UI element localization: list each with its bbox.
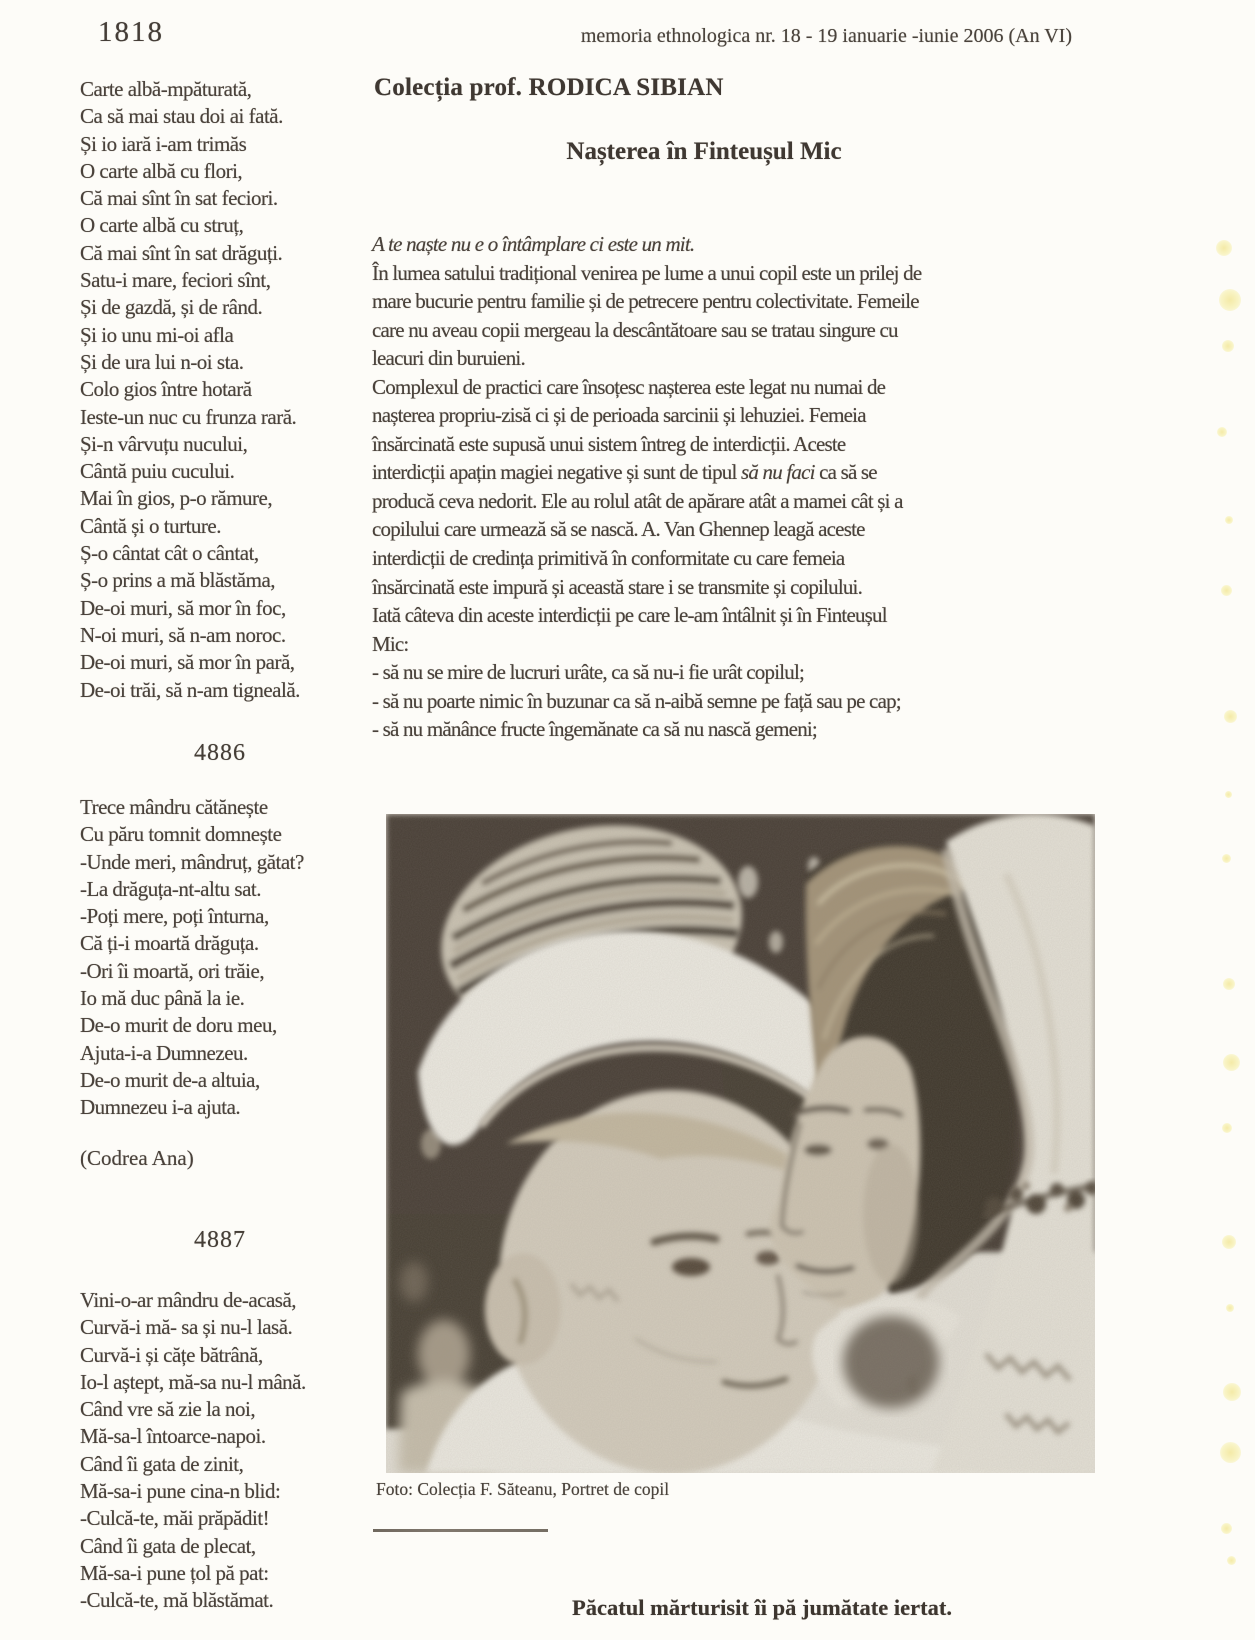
poem-line: Și de gazdă, și de rând. (80, 295, 263, 320)
poem-line: De-o murit de doru meu, (80, 1013, 277, 1038)
poem-number-4886: 4886 (194, 740, 246, 766)
poem-line: Cântă puiu cucului. (80, 459, 235, 484)
poem-line: Ieste-un nuc cu frunza rară. (80, 404, 297, 429)
scan-stain (1227, 1556, 1236, 1565)
poem-line: Că mai sînt în sat drăguți. (80, 240, 283, 265)
poem-line: Io mă duc până la ie. (80, 986, 245, 1011)
poem-line: -La drăguța-nt-altu sat. (80, 876, 261, 901)
photo-grain (386, 814, 1095, 1473)
article-text-line: - să nu mănânce fructe îngemănate ca să nu nască gemeni; (372, 717, 817, 742)
poem-line: Curvă-i mă- sa și nu-l lasă. (80, 1315, 293, 1340)
poem-line: Că ți-i moartă drăguța. (80, 931, 259, 956)
poem-line: Colo gios între hotară (80, 377, 252, 402)
poem-line: Și io unu mi-oi afla (80, 322, 234, 347)
poem-number-4887: 4887 (194, 1227, 246, 1253)
article-text-line: producă ceva nedorit. Ele au rolul atât de apărare atât a mamei cât și a (372, 488, 903, 513)
scan-stain (1221, 1523, 1232, 1534)
scan-stain (1222, 1123, 1232, 1133)
article-text-line: - să nu se mire de lucruri urâte, ca să nu-i fie urât copilul; (372, 660, 805, 685)
scan-stain (1222, 1235, 1236, 1249)
poem-line: Ajuta-i-a Dumnezeu. (80, 1040, 248, 1065)
poem-line: Când vre să zie la noi, (80, 1397, 256, 1422)
portrait-photo (386, 814, 1095, 1473)
scan-stain (1226, 1304, 1234, 1312)
article-text-line: În lumea satului tradițional venirea pe lume a unui copil este un prilej de (372, 260, 922, 285)
poem-line: Ș-o cântat cât o cântat, (80, 541, 259, 566)
poem-line: Că mai sînt în sat feciori. (80, 186, 278, 211)
poem-line: Cântă și o turture. (80, 513, 221, 538)
poem-line: De-oi trăi, să n-am tigneală. (80, 677, 300, 702)
poem-line: Carte albă-mpăturată, (80, 77, 252, 101)
poem-block-2 (80, 794, 370, 1122)
poem-line: -Poți mere, poți înturna, (80, 904, 269, 929)
poem-line: Mă-sa-l întoarce-napoi. (80, 1424, 266, 1449)
photo-caption: Foto: Colecția F. Săteanu, Portret de copil (376, 1479, 670, 1499)
collection-title: Colecția prof. RODICA SIBIAN (374, 74, 724, 101)
article-title: Nașterea în Finteușul Mic (566, 138, 842, 165)
poem-line: Și de ura lui n-oi sta. (80, 349, 244, 374)
article-text-line: A te naște nu e o întâmplare ci este un mit. (372, 232, 695, 256)
footnote-rule (373, 1529, 548, 1532)
poem-line: De-o murit de-a altuia, (80, 1067, 260, 1092)
poem-line: Dumnezeu i-a ajuta. (80, 1095, 241, 1120)
poem-attribution: (Codrea Ana) (80, 1146, 194, 1170)
poem-line: Și-n vârvuțu nucului, (80, 431, 248, 456)
poem-line: Curvă-i și cățe bătrână, (80, 1342, 263, 1367)
scan-stain (1222, 340, 1234, 352)
scan-stain (1220, 1442, 1241, 1463)
poem-line: De-oi muri, să mor în foc, (80, 595, 286, 620)
scan-stain (1225, 791, 1232, 798)
page-number: 1818 (98, 16, 164, 48)
poem-block-3 (80, 1287, 370, 1615)
article-text-line: - să nu poarte nimic în buzunar ca să n-aibă semne pe față sau pe cap; (372, 688, 901, 713)
scan-stain (1224, 710, 1237, 723)
article-text-line: mare bucurie pentru familie și de petrecere pentru colectivitate. Femeile (372, 289, 919, 314)
article-text-line: nașterea propriu-zisă ci și de perioada sarcinii și lehuziei. Femeia (372, 403, 866, 428)
scan-stain (1223, 1054, 1240, 1071)
article-text-line: interdicții de credința primitivă în conformitate cu care femeia (372, 546, 845, 571)
poem-line: N-oi muri, să n-am noroc. (80, 622, 286, 647)
poem-line: -Culcă-te, măi prăpădit! (80, 1506, 270, 1531)
poem-block-1 (80, 76, 370, 704)
scan-stain (1223, 1383, 1241, 1401)
footer-motto: Păcatul mărturisit îi pă jumătate iertat. (572, 1595, 952, 1620)
poem-line: Când îi gata de plecat, (80, 1533, 256, 1558)
poem-line: Cu păru tomnit domnește (80, 822, 282, 847)
article-text-line: Complexul de practici care însoțesc nașterea este legat nu numai de (372, 374, 886, 399)
scan-stain (1217, 427, 1227, 437)
poem-line: Ș-o prins a mă blăstăma, (80, 568, 276, 593)
scan-stain (1221, 585, 1232, 596)
poem-line: -Unde meri, mândruț, gătat? (80, 849, 304, 874)
poem-line: Mă-sa-i pune cina-n blid: (80, 1479, 281, 1504)
scan-stain (1223, 978, 1235, 990)
poem-line: O carte albă cu flori, (80, 158, 243, 183)
poem-line: Mă-sa-i pune țol pă pat: (80, 1560, 269, 1585)
poem-line: Io-l aștept, mă-sa nu-l mână. (80, 1369, 306, 1394)
poem-line: Trece mândru cătănește (80, 795, 268, 819)
article-body (372, 230, 1052, 744)
article-text-line: însărcinată este supusă unui sistem întreg de interdicții. Aceste (372, 431, 846, 456)
article-text-line: care nu aveau copii mergeau la descântătoare sau se tratau singure cu (372, 317, 898, 342)
poem-line: O carte albă cu struț, (80, 213, 244, 238)
poem-line: Când îi gata de zinit, (80, 1451, 244, 1476)
poem-line: Satu-i mare, feciori sînt, (80, 268, 271, 293)
poem-line: Mai în gios, p-o rămure, (80, 486, 273, 511)
poem-line: De-oi muri, să mor în pară, (80, 650, 295, 675)
scan-stain (1216, 240, 1232, 256)
article-text-line: leacuri din buruieni. (372, 346, 525, 371)
scan-stain (1219, 289, 1241, 311)
poem-line: Vini-o-ar mândru de-acasă, (80, 1288, 297, 1312)
poem-line: Ca să mai stau doi ai fată. (80, 104, 283, 129)
poem-line: -Culcă-te, mă blăstămat. (80, 1588, 274, 1613)
journal-header: memoria ethnologica nr. 18 - 19 ianuarie -iunie 2006 (An VI) (580, 25, 1072, 47)
article-text-line: Iată câteva din aceste interdicții pe care le-am întâlnit și în Finteușul (372, 603, 887, 628)
scan-stain (1222, 854, 1231, 863)
poem-line: Și io iară i-am trimăs (80, 131, 247, 156)
article-text-line: însărcinată este impură și această stare i se transmite și copilului. (372, 574, 863, 599)
article-text-line: copilului care urmează să se nască. A. Van Ghennep leagă aceste (372, 517, 865, 542)
article-text-line: interdicții apațin magiei negative și sunt de tipul să nu faci ca să se (372, 460, 877, 485)
portrait-photo-graphic (386, 814, 1095, 1473)
scan-stain (1225, 516, 1233, 524)
poem-line: -Ori îi moartă, ori trăie, (80, 958, 265, 983)
article-text-line: Mic: (372, 631, 409, 656)
